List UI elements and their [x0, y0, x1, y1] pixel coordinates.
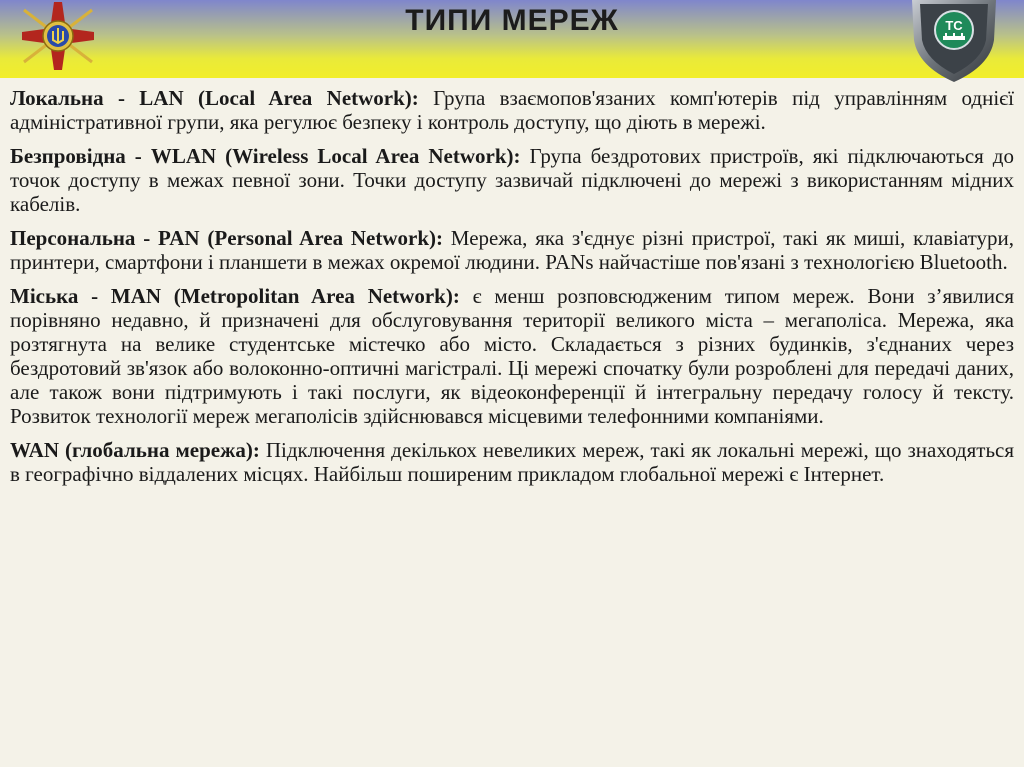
desc-pan: Мережа, яка з'єднує різні пристрої, такі як миші, клавіатури, принтери, смартфони і планшети в межах окремої людини. PANs найчастіше пов'язані з технологією Bluetooth.	[10, 226, 1014, 274]
paragraph-wan	[10, 438, 1014, 486]
term-wan: WAN (глобальна мережа):	[10, 438, 260, 462]
shield-ts-emblem-icon	[906, 0, 1002, 82]
emblem-ts-label: ТС	[945, 18, 963, 33]
term-lan: Локальна - LAN (Local Area Network):	[10, 86, 419, 110]
page-title: ТИПИ МЕРЕЖ	[405, 4, 619, 37]
term-pan: Персональна - PAN (Personal Area Network):	[10, 226, 444, 250]
paragraph-wlan	[10, 144, 1014, 216]
term-man: Міська - MAN (Metropolitan Area Network):	[10, 284, 460, 308]
desc-lan: Група взаємопов'язаних комп'ютерів під управлінням однієї адміністративної групи, яка регулює безпеку і контроль доступу, що діють в мережі.	[10, 86, 1015, 134]
paragraph-pan	[10, 226, 1014, 274]
desc-wlan: Група бездротових пристроїв, які підключаються до точок доступу в межах певної зони. Точки доступу зазвичай підключені до мережі з використанням мідних кабелів.	[10, 144, 1014, 216]
term-wlan: Безпровідна - WLAN (Wireless Local Area Network):	[10, 144, 521, 168]
paragraph-lan	[10, 86, 1014, 134]
paragraph-man	[10, 284, 1014, 428]
slide-header	[0, 0, 1024, 78]
desc-wan: Підключення декількох невеликих мереж, такі як локальні мережі, що знаходяться в географічно віддалених місцях. Найбільш поширеним прикладом глобальної мережі є Інтернет.	[10, 438, 1014, 486]
desc-man: є менш розповсюдженим типом мереж. Вони з’явилися порівняно недавно, й призначені для обслуговування території великого міста – мегаполіса. Мережа, яка розтягнута на велике студентське містечко або місто. Складається з різних будинків, з'єднаних через бездротовий зв'язок або волоконно-оптичні магістралі. Ці мережі спочатку були розроблені для передачі даних, але також вони підтримують і такі послуги, як відеоконференції й інтегральну передачу голосу й тексту. Розвиток технології мереж мегаполісів здійснювався місцевими телефонними компаніями.	[10, 284, 1014, 428]
slide-body	[10, 86, 1014, 496]
